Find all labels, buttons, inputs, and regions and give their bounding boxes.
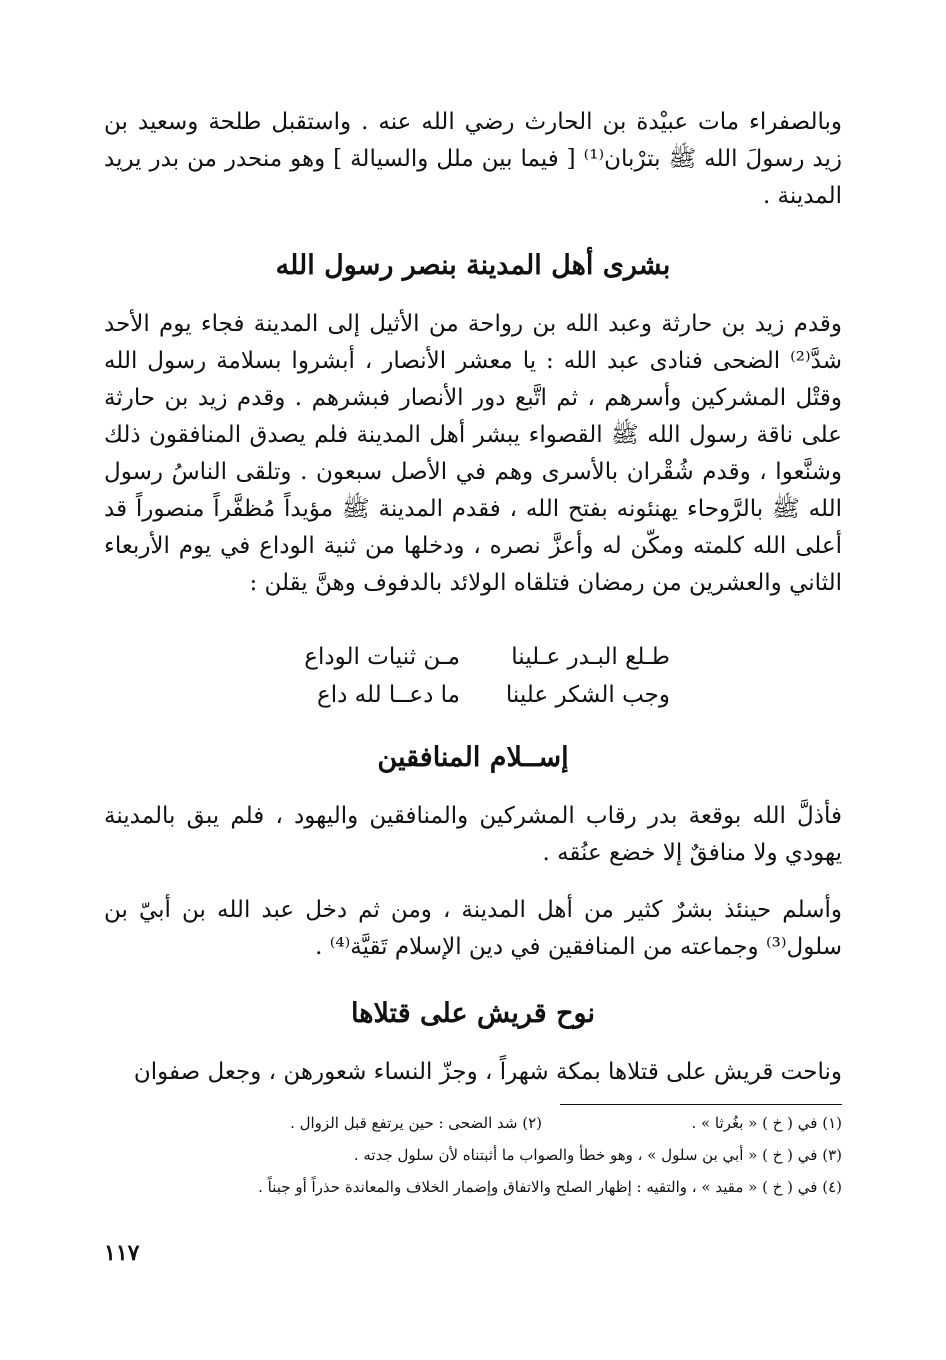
poem-line-1	[270, 638, 670, 676]
footnote-2: (٢) شد الضحى : حين يرتفع قبل الزوال .	[290, 1114, 542, 1132]
footnote-4: (٤) في ( خ ) « مقيد » ، والتقيه : إظهار الصلح والاتفاق وإضمار الخلاف والمعاندة حذراً أو جبناً .	[258, 1178, 842, 1196]
footnote-1: (١) في ( خ ) « بغُرثا » .	[691, 1114, 842, 1132]
paragraph-quraysh: وناحت قريش على قتلاها بمكة شهراً ، وجزّ النساء شعورهن ، وجعل صفوان	[133, 1059, 842, 1085]
footnote-separator	[560, 1104, 842, 1105]
poem-line-2	[270, 676, 670, 714]
heading-quraysh-mourning: نوح قريش على قتلاها	[350, 998, 595, 1029]
poem-tala-al-badr	[270, 638, 670, 714]
poem-hemistich-2a: وجب الشكر علينا	[505, 682, 670, 708]
footnote-3: (٣) في ( خ ) « أبي بن سلول » ، وهو خطأ والصواب ما أثبتناه لأن سلول جدته .	[353, 1146, 842, 1164]
poem-hemistich-1b: مـن ثنيات الوداع	[304, 644, 460, 670]
paragraph-badr-return: وبالصفراء مات عبيْدة بن الحارث رضي الله عنه . واستقبل طلحة وسعيد بن زيد رسولَ الله ﷺ بترْبان⁽¹⁾ [ فيما بين ملل والسيالة ] وهو منحدر من بدر يريد المدينة .	[104, 109, 842, 209]
paragraph-humiliation: فأذلَّ الله بوقعة بدر رقاب المشركين والمنافقين واليهود ، فلم يبق بالمدينة يهودي ولا منافقٌ إلا خضع عنُقه .	[104, 803, 842, 866]
paragraph-arrival-medina: وقدم زيد بن حارثة وعبد الله بن رواحة من الأثيل إلى المدينة فجاء يوم الأحد شدَّ⁽²⁾ الضحى فنادى عبد الله : يا معشر الأنصار ، أبشروا بسلامة رسول الله وقتْل المشركين وأسرهم ، ثم اتَّبع دور الأنصار فبشرهم . وقدم زيد بن حارثة على ناقة رسول الله ﷺ القصواء يبشر أهل المدينة فلم يصدق المنافقون ذلك وشنَّعوا ، وقدم شُقْران بالأسرى وهم في الأصل سبعون . وتلقى الناسُ رسول الله ﷺ بالرَّوحاء يهنئونه بفتح الله ، فقدم المدينة ﷺ مؤيداً مُظفَّراً منصوراً قد أعلى الله كلمته ومكّن له وأعزَّ نصره ، ودخلها من ثنية الوداع في يوم الأربعاء الثاني والعشرين من رمضان فتلقاه الولائد بالدفوف وهنَّ يقلن :	[104, 311, 842, 596]
footnotes-row-1	[104, 1112, 842, 1134]
poem-hemistich-1a: طـلع البـدر عـلينا	[511, 644, 670, 670]
heading-hypocrites: إســلام المنافقين	[377, 742, 569, 773]
paragraph-conversion: وأسلم حينئذ بشرٌ كثير من أهل المدينة ، ومن ثم دخل عبد الله بن أبيّ بن سلول⁽³⁾ وجماعته من المنافقين في دين الإسلام تَقيَّة⁽⁴⁾ .	[104, 897, 842, 960]
heading-good-news: بشرى أهل المدينة بنصر رسول الله	[275, 250, 671, 281]
poem-hemistich-2b: ما دعــا لله داع	[316, 682, 460, 708]
page-number: ١١٧	[104, 1240, 140, 1266]
